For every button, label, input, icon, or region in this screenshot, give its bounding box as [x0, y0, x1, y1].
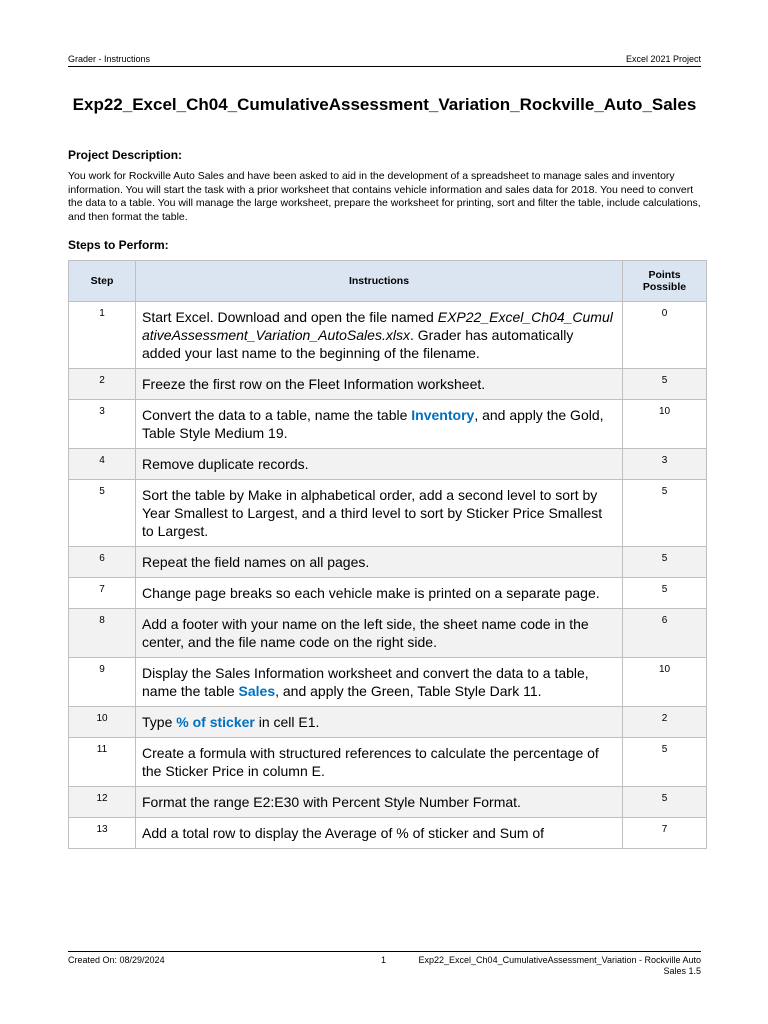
step-number: 4	[69, 449, 136, 480]
step-instruction	[136, 609, 623, 658]
step-instruction	[136, 400, 623, 449]
footer-document-name: Exp22_Excel_Ch04_CumulativeAssessment_Variation - Rockville Auto Sales 1.5	[418, 955, 701, 976]
instruction-text: Repeat the field names on all pages.	[142, 554, 370, 570]
table-header-row	[69, 261, 707, 302]
page-header	[68, 54, 701, 67]
instruction-text: Start Excel. Download and open the file named	[142, 309, 438, 325]
step-number: 5	[69, 480, 136, 547]
points-possible: 3	[623, 449, 707, 480]
table-row	[69, 787, 707, 818]
points-possible: 5	[623, 578, 707, 609]
table-row	[69, 738, 707, 787]
instruction-text: in cell E1.	[254, 714, 320, 730]
table-row	[69, 578, 707, 609]
points-possible: 10	[623, 400, 707, 449]
table-row	[69, 818, 707, 849]
step-number: 8	[69, 609, 136, 658]
step-instruction	[136, 449, 623, 480]
step-number: 12	[69, 787, 136, 818]
instruction-text: Format the range E2:E30 with Percent Style Number Format.	[142, 794, 521, 810]
points-possible: 7	[623, 818, 707, 849]
step-instruction	[136, 658, 623, 707]
header-right: Excel 2021 Project	[625, 54, 701, 64]
footer-created-date: Created On: 08/29/2024	[68, 955, 165, 965]
table-row	[69, 480, 707, 547]
instruction-text: Add a footer with your name on the left side, the sheet name code in the center, and the file name code on the right side.	[142, 616, 589, 650]
table-row	[69, 369, 707, 400]
step-number: 2	[69, 369, 136, 400]
instruction-text: Create a formula with structured references to calculate the percentage of the Sticker Price in column E.	[142, 745, 599, 779]
instruction-text: Convert the data to a table, name the table	[142, 407, 412, 423]
step-number: 6	[69, 547, 136, 578]
points-possible: 5	[623, 787, 707, 818]
points-possible: 5	[623, 369, 707, 400]
instruction-text: Remove duplicate records.	[142, 456, 309, 472]
points-possible: 10	[623, 658, 707, 707]
points-possible: 5	[623, 547, 707, 578]
instruction-text: Sort the table by Make in alphabetical order, add a second level to sort by Year Smallest to Largest, and a third level to sort by Sticker Price Smallest to Largest.	[142, 487, 603, 539]
step-instruction	[136, 818, 623, 849]
instruction-text: Type	[142, 714, 177, 730]
points-possible: 5	[623, 480, 707, 547]
instruction-text: Freeze the first row on the Fleet Information worksheet.	[142, 376, 486, 392]
step-instruction	[136, 578, 623, 609]
project-description-text: You work for Rockville Auto Sales and have been asked to aid in the development of a spreadsheet to manage sales and inventory information. You will start the task with a prior worksheet that contains vehicle information and sales data for 2018. You need to convert the data to a table. You will manage the large worksheet, prepare the worksheet for printing, sort and filter the table, include calculations, and then format the table.	[68, 170, 701, 223]
points-column-header: Points Possible	[623, 261, 707, 302]
instruction-text: Display the Sales Information worksheet and convert the data to a table, name the table	[142, 665, 589, 699]
table-row	[69, 609, 707, 658]
table-row	[69, 302, 707, 369]
table-row	[69, 449, 707, 480]
step-number: 7	[69, 578, 136, 609]
table-row	[69, 400, 707, 449]
instructions-column-header: Instructions	[136, 261, 623, 302]
instruction-text: . Grader has automatically added your last name to the beginning of the filename.	[142, 327, 574, 361]
step-instruction	[136, 302, 623, 369]
instruction-text: , and apply the Green, Table Style Dark 11.	[275, 683, 542, 699]
page-footer	[68, 951, 701, 976]
steps-heading: Steps to Perform:	[68, 238, 169, 252]
step-instruction	[136, 369, 623, 400]
step-number: 10	[69, 707, 136, 738]
table-row	[69, 658, 707, 707]
step-instruction	[136, 787, 623, 818]
step-number: 3	[69, 400, 136, 449]
table-row	[69, 547, 707, 578]
instruction-text: EXP22_Excel_Ch04_CumulativeAssessment_Variation_AutoSales.xlsx	[142, 309, 613, 343]
points-possible: 6	[623, 609, 707, 658]
step-number: 9	[69, 658, 136, 707]
steps-table-body	[69, 302, 707, 849]
points-possible: 2	[623, 707, 707, 738]
step-number: 1	[69, 302, 136, 369]
step-instruction	[136, 480, 623, 547]
step-instruction	[136, 707, 623, 738]
instruction-text: Add a total row to display the Average of % of sticker and Sum of	[142, 825, 545, 841]
document-title: Exp22_Excel_Ch04_CumulativeAssessment_Variation_Rockville_Auto_Sales	[72, 95, 697, 114]
project-description-heading: Project Description:	[68, 148, 183, 162]
highlighted-term: Sales	[238, 683, 276, 699]
step-instruction	[136, 738, 623, 787]
steps-table	[68, 260, 707, 849]
instruction-text: , and apply the Gold, Table Style Medium 19.	[142, 407, 604, 441]
table-row	[69, 707, 707, 738]
instruction-text: Change page breaks so each vehicle make is printed on a separate page.	[142, 585, 600, 601]
step-column-header: Step	[69, 261, 136, 302]
points-possible: 5	[623, 738, 707, 787]
highlighted-term: Inventory	[411, 407, 475, 423]
footer-page-number: 1	[381, 955, 387, 965]
step-number: 13	[69, 818, 136, 849]
step-number: 11	[69, 738, 136, 787]
points-possible: 0	[623, 302, 707, 369]
step-instruction	[136, 547, 623, 578]
highlighted-term: % of sticker	[176, 714, 255, 730]
header-left: Grader - Instructions	[68, 54, 151, 64]
